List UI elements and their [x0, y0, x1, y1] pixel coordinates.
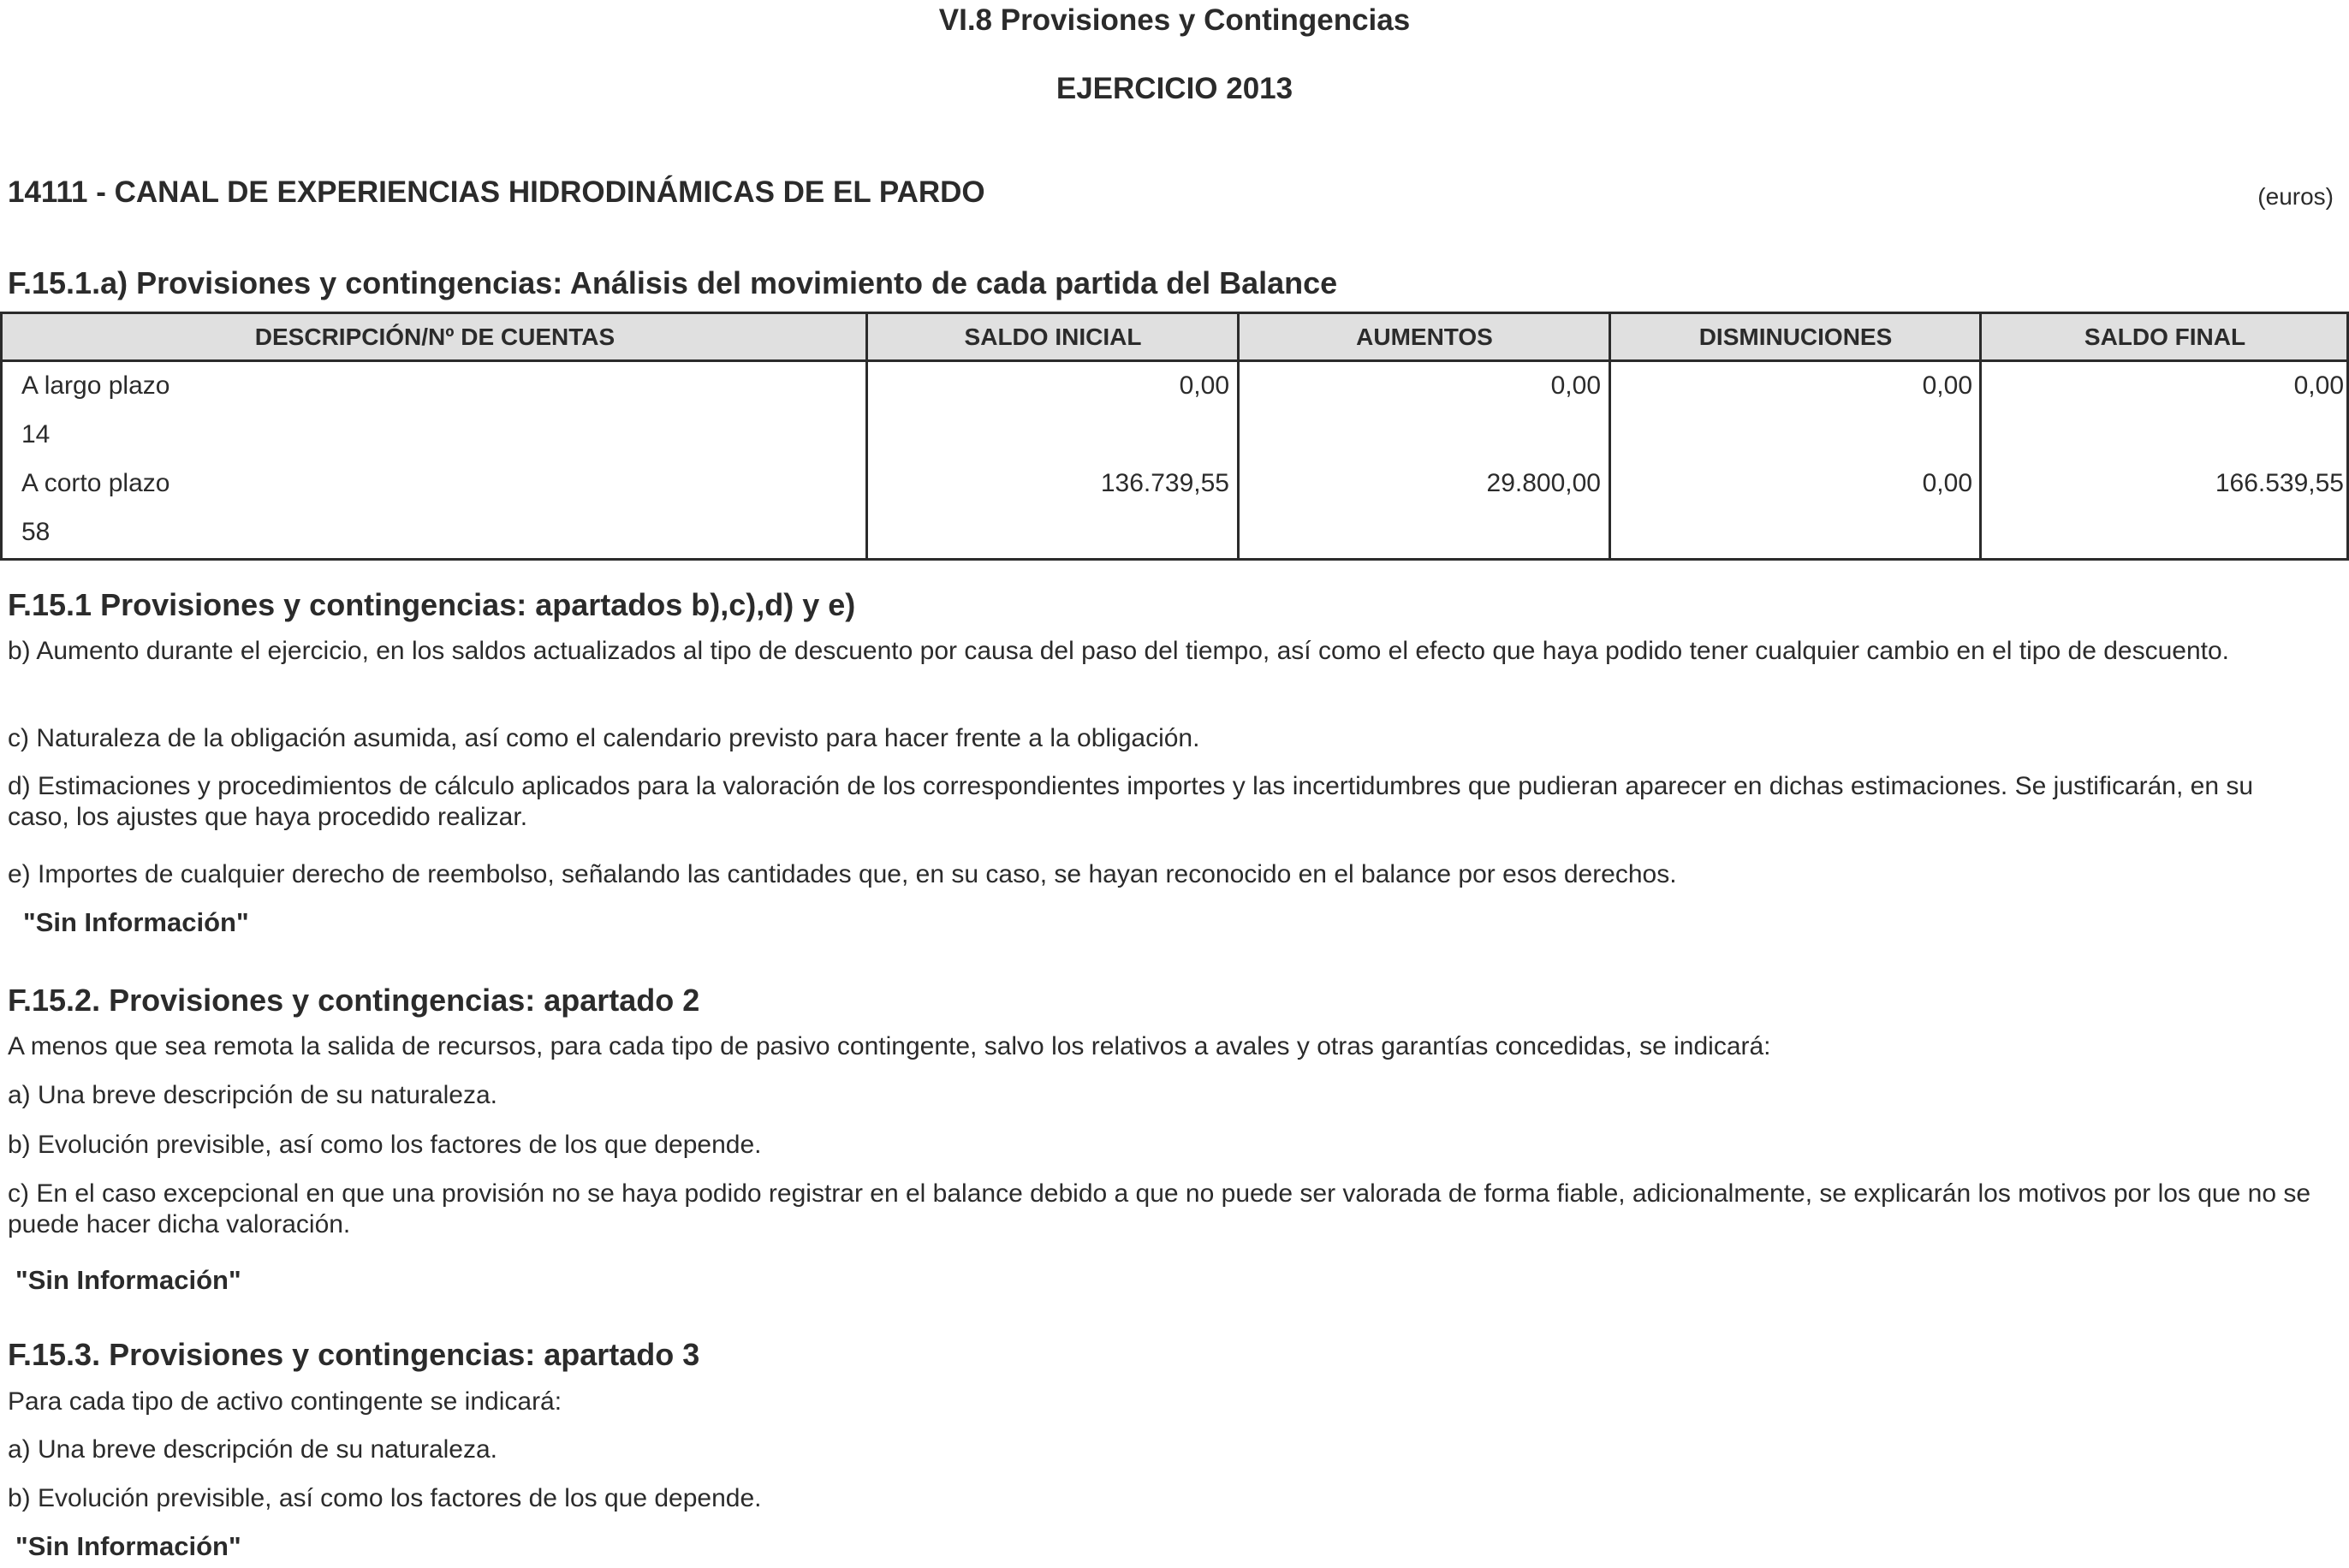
col-header-saldo-inicial: SALDO INICIAL	[964, 324, 1142, 350]
cell-saldo-inicial: 136.739,55	[1100, 469, 1229, 497]
cell-saldo-inicial: 0,00	[1179, 371, 1229, 400]
row-desc: 58	[21, 518, 51, 546]
no-info-note: "Sin Información"	[15, 1531, 241, 1561]
column-divider	[865, 314, 868, 558]
paragraph-d: d) Estimaciones y procedimientos de cálculo aplicados para la valoración de los correspondientes importes y las incertidumbres que pudieran aparecer en dichas estimaciones. Se justificarán, en su caso, los ajustes que haya procedido realizar.	[8, 772, 2254, 831]
paragraph-intro: Para cada tipo de activo contingente se indicará:	[8, 1387, 562, 1416]
paragraph-c: c) En el caso excepcional en que una provisión no se haya podido registrar en el balance debido a que no puede ser valorada de forma fiable, adicionalmente, se explicarán los motivos por los que no se puede hacer dicha valoración.	[8, 1179, 2311, 1238]
cell-disminuciones: 0,00	[1922, 469, 1972, 497]
paragraph-e: e) Importes de cualquier derecho de reembolso, señalando las cantidades que, en su caso, se hayan reconocido en el balance por esos derechos.	[8, 860, 1677, 888]
cell-saldo-final: 166.539,55	[2215, 469, 2344, 497]
row-desc: A corto plazo	[21, 469, 170, 497]
exercise-year: EJERCICIO 2013	[1056, 72, 1293, 105]
page-title: VI.8 Provisiones y Contingencias	[938, 3, 1411, 37]
row-desc: 14	[21, 420, 51, 448]
no-info-note: "Sin Información"	[23, 907, 249, 937]
provisions-table	[0, 312, 2349, 561]
section-2-heading: F.15.2. Provisiones y contingencias: apartado 2	[8, 983, 700, 1018]
units-label: (euros)	[2257, 183, 2334, 210]
section-3-heading: F.15.3. Provisiones y contingencias: apartado 3	[8, 1337, 700, 1372]
paragraph-c: c) Naturaleza de la obligación asumida, así como el calendario previsto para hacer frente a la obligación.	[8, 724, 1200, 752]
column-divider	[1609, 314, 1611, 558]
no-info-note: "Sin Información"	[15, 1265, 241, 1295]
column-divider	[1979, 314, 1982, 558]
table-header	[3, 314, 2346, 362]
col-header-saldo-final: SALDO FINAL	[2084, 324, 2246, 350]
cell-aumentos: 29.800,00	[1486, 469, 1601, 497]
column-divider	[1237, 314, 1240, 558]
paragraph-a: a) Una breve descripción de su naturaleza.	[8, 1081, 497, 1109]
section-a-heading: F.15.1.a) Provisiones y contingencias: Análisis del movimiento de cada partida del Balance	[8, 265, 1338, 300]
row-desc: A largo plazo	[21, 371, 170, 400]
cell-aumentos: 0,00	[1550, 371, 1601, 400]
col-header-disminuciones: DISMINUCIONES	[1698, 324, 1893, 350]
entity-name: 14111 - CANAL DE EXPERIENCIAS HIDRODINÁMICAS DE EL PARDO	[8, 175, 985, 209]
paragraph-a: a) Una breve descripción de su naturaleza.	[8, 1435, 497, 1464]
paragraph-b: b) Evolución previsible, así como los factores de los que depende.	[8, 1484, 762, 1512]
col-header-description: DESCRIPCIÓN/Nº DE CUENTAS	[254, 324, 615, 350]
section-b-heading: F.15.1 Provisiones y contingencias: apartados b),c),d) y e)	[8, 587, 856, 622]
paragraph-b: b) Aumento durante el ejercicio, en los saldos actualizados al tipo de descuento por causa del paso del tiempo, así como el efecto que haya podido tener cualquier cambio en el tipo de descuento.	[8, 637, 2229, 665]
col-header-aumentos: AUMENTOS	[1356, 324, 1493, 350]
paragraph-intro: A menos que sea remota la salida de recursos, para cada tipo de pasivo contingente, salvo los relativos a avales y otras garantías concedidas, se indicará:	[8, 1032, 1771, 1060]
cell-disminuciones: 0,00	[1922, 371, 1972, 400]
cell-saldo-final: 0,00	[2293, 371, 2344, 400]
paragraph-b: b) Evolución previsible, así como los factores de los que depende.	[8, 1131, 762, 1159]
